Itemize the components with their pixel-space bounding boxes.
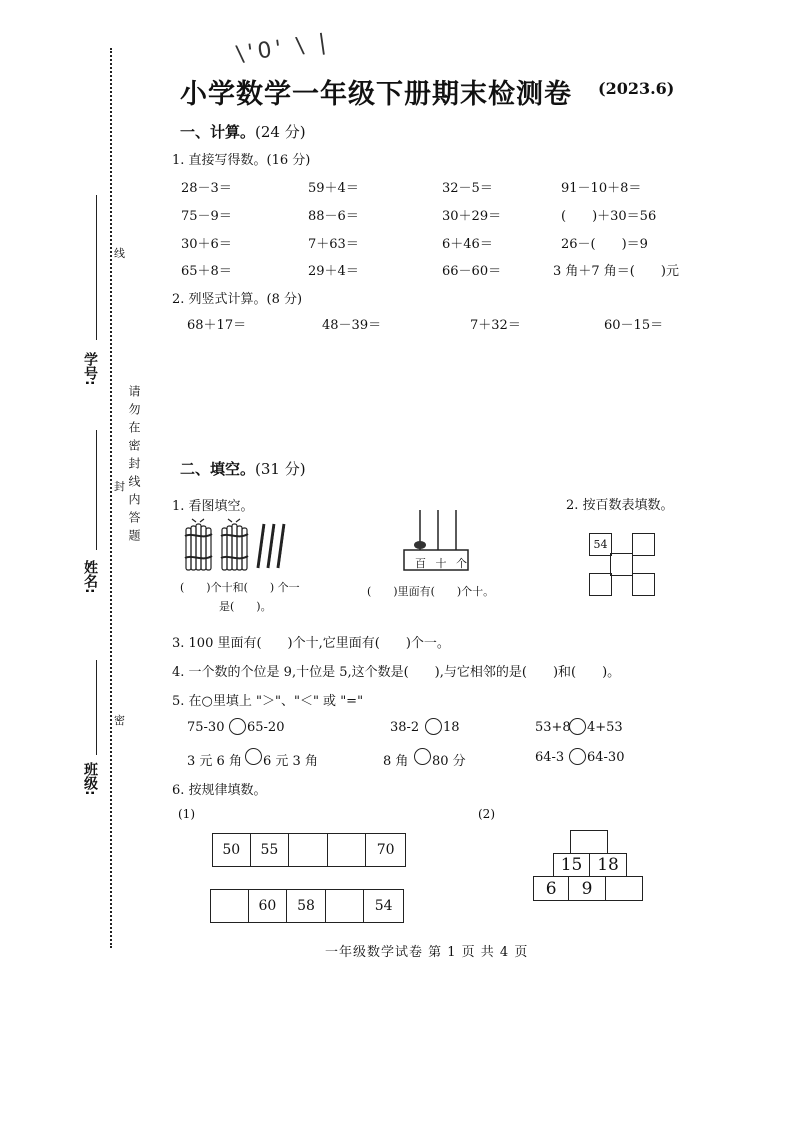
compare-left: 53+8 [535, 720, 571, 735]
stick-bundles-image [182, 518, 294, 574]
pattern-cell-blank[interactable] [328, 834, 367, 866]
compare-circle-blank[interactable] [414, 748, 431, 765]
pyramid-middle-row [553, 853, 627, 877]
calc-item: 6＋46＝ [442, 237, 493, 252]
pyramid-cell-blank[interactable] [606, 877, 642, 900]
vertical-calc-item: 48－39＝ [322, 318, 382, 333]
s2-q2-label: 2. 按百数表填数。 [566, 498, 674, 513]
s2-q1-label: 1. 看图填空。 [172, 499, 254, 514]
calc-item: 32－5＝ [442, 181, 493, 196]
section2-points: (31 分) [255, 460, 306, 478]
name-label: 姓名: [82, 560, 98, 594]
seal-mark-feng: 封 [114, 480, 125, 493]
pattern-cell: 58 [287, 890, 326, 922]
calc-item: 66－60＝ [442, 264, 502, 279]
compare-right: 4+53 [587, 720, 623, 735]
section1-heading [180, 121, 306, 142]
calc-item: 28－3＝ [181, 181, 232, 196]
calc-item: 3 角＋7 角＝( )元 [553, 264, 679, 279]
calc-item: 65＋8＝ [181, 264, 232, 279]
abacus-place-labels: 百 十 个 [415, 557, 470, 570]
binding-dotted-line [110, 48, 112, 948]
section1-points: (24 分) [255, 123, 306, 141]
vertical-calc-item: 7＋32＝ [470, 318, 521, 333]
hundred-chart-cell: 54 [589, 533, 612, 556]
pattern-cell: 50 [213, 834, 251, 866]
compare-right: 18 [443, 720, 460, 735]
seal-mark-mi: 密 [114, 714, 125, 727]
compare-circle-blank[interactable] [245, 748, 262, 765]
s2-q6-label: 6. 按规律填数。 [172, 783, 267, 798]
no-answer-note: 请勿在密封线内答题 [127, 385, 141, 547]
s1-q2-label: 2. 列竖式计算。(8 分) [172, 292, 303, 307]
hundred-chart-cell[interactable] [632, 533, 655, 556]
vertical-calc-item: 60－15＝ [604, 318, 664, 333]
bundle-of-ten [221, 519, 248, 570]
pattern-cell: 55 [251, 834, 290, 866]
s2-q4: 4. 一个数的个位是 9,十位是 5,这个数是( ),与它相邻的是( )和( )。 [172, 665, 621, 680]
pyramid-cell: 6 [534, 877, 569, 900]
s1-q1-label: 1. 直接写得数。(16 分) [172, 153, 311, 168]
pyramid-bottom-row [533, 876, 643, 901]
name-underline [96, 430, 97, 550]
compare-left: 8 角 [383, 754, 409, 769]
pyramid-cell: 18 [597, 855, 619, 875]
calc-item: ( )＋30＝56 [561, 209, 657, 224]
compare-right: 80 分 [432, 754, 466, 769]
section2-heading [180, 458, 306, 479]
calc-item: 29＋4＝ [308, 264, 359, 279]
page-footer: 一年级数学试卷 第 1 页 共 4 页 [325, 945, 529, 960]
s2-q1-fill-a: ( )个十和( ) 个一 [180, 581, 300, 594]
calc-item: 75－9＝ [181, 209, 232, 224]
student-id-underline [96, 195, 97, 340]
pattern-cell: 60 [249, 890, 288, 922]
s2-q1-fill-c: ( )里面有( )个十。 [367, 585, 495, 598]
section1-title: 一、计算。 [180, 123, 256, 141]
compare-right: 65-20 [247, 720, 285, 735]
vertical-calc-item: 68＋17＝ [187, 318, 247, 333]
calc-item: 91－10＋8＝ [561, 181, 642, 196]
compare-circle-blank[interactable] [425, 718, 442, 735]
bundle-of-ten [185, 519, 212, 570]
class-underline [96, 660, 97, 755]
pattern-cell: 54 [374, 898, 393, 914]
s2-q1-fill-b: 是( )。 [219, 600, 272, 613]
class-label: 班级: [82, 762, 98, 796]
calc-item: 30＋6＝ [181, 237, 232, 252]
number-pattern-row [210, 889, 404, 923]
hundred-chart-cell[interactable] [589, 573, 612, 596]
student-id-label: 学号: [82, 352, 98, 386]
calc-item: 26－( )＝9 [561, 237, 648, 252]
compare-left: 64-3 [535, 750, 565, 765]
calc-item: 88－6＝ [308, 209, 359, 224]
title-year: (2023.6) [598, 79, 675, 98]
pyramid-cell: 15 [554, 854, 590, 876]
s2-q5-label: 5. 在○里填上 "＞"、"＜" 或 "=" [172, 694, 364, 709]
pyramid-top-cell-blank[interactable] [570, 830, 608, 854]
number-pattern-row [212, 833, 406, 867]
pattern-cell-blank[interactable] [326, 890, 365, 922]
compare-left: 38-2 [390, 720, 420, 735]
pyramid-cell: 9 [569, 877, 605, 900]
seal-mark-xian: 线 [114, 247, 125, 260]
handwritten-scribble: \'0' \ | [234, 29, 332, 68]
compare-right: 64-30 [587, 750, 625, 765]
s2-q6-part1: (1) [178, 807, 195, 821]
pattern-cell-blank[interactable] [211, 890, 249, 922]
calc-item: 59＋4＝ [308, 181, 359, 196]
calc-item: 30＋29＝ [442, 209, 502, 224]
compare-circle-blank[interactable] [229, 718, 246, 735]
compare-circle-blank[interactable] [569, 748, 586, 765]
pattern-cell-blank[interactable] [289, 834, 328, 866]
compare-circle-blank[interactable] [569, 718, 586, 735]
s2-q6-part2: (2) [478, 807, 495, 821]
calc-item: 7＋63＝ [308, 237, 359, 252]
compare-right: 6 元 3 角 [263, 754, 318, 769]
hundred-chart-cell[interactable] [610, 553, 633, 576]
s2-q3: 3. 100 里面有( )个十,它里面有( )个一。 [172, 636, 450, 651]
compare-left: 75-30 [187, 720, 225, 735]
page-title: 小学数学一年级下册期末检测卷 [180, 79, 572, 110]
hundred-chart-cell[interactable] [632, 573, 655, 596]
section2-title: 二、填空。 [180, 460, 256, 478]
compare-left: 3 元 6 角 [187, 754, 242, 769]
pattern-cell: 70 [376, 842, 395, 858]
